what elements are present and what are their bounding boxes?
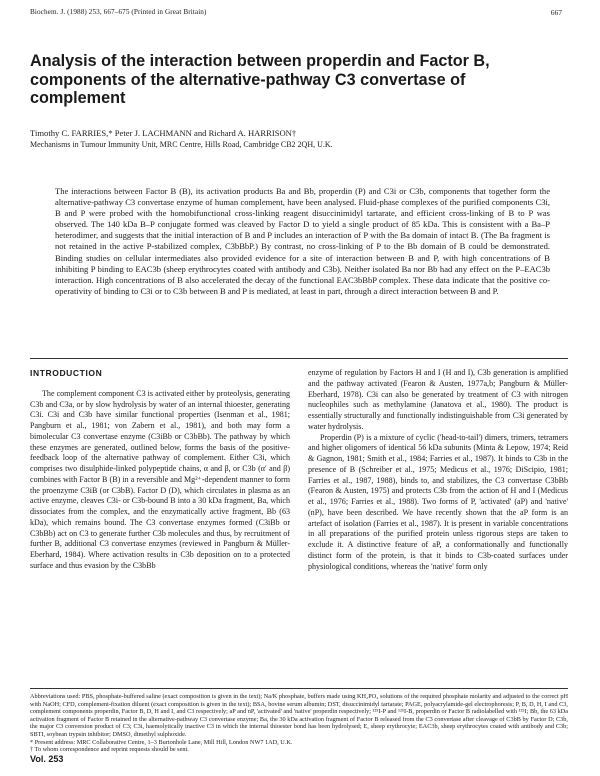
abstract: The interactions between Factor B (B), its activation products Ba and Bb, properdin (P) and C3i or C3b, components that together form the alternative-pathway C3 convertase enzyme of human complement, have been analysed. Fluid-phase complexes of the purified components C3i, B and P were probed with the homobifunctional cross-linking reagent disuccinimidyl tartarate, and efficient cross-linking of B to P was observed. The 140 kDa B–P conjugate formed was cleaved by Factor D to yield a single product of 85 kDa. This is consistent with a Ba–P heterodimer, and suggests that the initial interaction of B and P includes an interaction of P with the Ba domain of intact B. (The Ba fragment is not retained in the active P-stabilized complex, C3bBbP.) By contrast, no cross-linking of P to the Bb domain of B could be demonstrated. Binding studies on cellular intermediates also provided evidence for a site of interaction between B and P, with high concentrations of B inhibiting P binding to EAC3b (sheep erythrocytes coated with antibody and C3b). Neither isolated Ba nor Bb had any effect on the P–EAC3b interaction. High concentrations of B also accelerated the decay of the functional EAC3bBbP complex. These data indicate that the positive co-operativity of binding to C3i or to C3b between B and P is mediated, at least in part, through a direct interaction between B and P. (55, 186, 550, 296)
body-paragraph: enzyme of regulation by Factors H and I (H and I), C3b generation is amplified and the pathway activated (Fearon & Austen, 1977a,b; Pangburn & Müller-Eberhard, 1978). C3i can also be generated by treatment of C3 with nitrogen nucleophiles such as methylamine (Janatova et al., 1980). The product is essentially structurally and functionally indistinguishable from C3i generated by water hydrolysis. (308, 368, 568, 431)
section-heading: INTRODUCTION (30, 368, 103, 378)
article-title: Analysis of the interaction between properdin and Factor B, components of the alternative-pathway C3 convertase of complement (30, 52, 490, 107)
correspondence-footnote: † To whom correspondence and reprint requests should be sent. (30, 746, 189, 754)
page-number: 667 (550, 8, 562, 17)
section-divider (30, 358, 568, 359)
footnotes (30, 693, 568, 754)
abbreviations-footnote: Abbreviations used: PBS, phosphate-buffered saline (exact composition is given in the text); Na/K phosphate, buffers made using KH₂PO₄ solutions of the required phosphate molarity and adjusted to the correct pH with NaOH; CFD, complement-fixation diluent (exact composition is given in the text); BSA, bovine serum albumin; DST, disuccinimidyl tartarate; PAGE, polyacrylamide-gel electrophoresis; P, B, D, H, I and C3, complement components properdin, Factor B, D, H and I, and C3 respectively; aP and nP, 'activated' and 'native' properdin respectively; ¹²⁵I-P and ¹²⁵I-B, properdin or Factor B radiolabelled with ¹²⁵I; Bb, the 63 kDa activation fragment of Factor B retained in the alternative-pathway C3 convertase enzyme; Ba, the 30 kDa activation fragment of Factor B released from the C3 convertase after cleavage of C3bB by Factor D; C3b, the major C3 conversion product of C3; C3i, haemolytically inactive C3 in which the internal thioester bond has been hydrolysed; E, sheep erythrocyte; EAC3b, sheep erythrocytes coated with antibody and C3b; SBTI, soybean trypsin inhibitor; DMSO, dimethyl sulphoxide. (30, 693, 568, 738)
running-head: Biochem. J. (1988) 253, 667–675 (Printed in Great Britain) (30, 8, 207, 16)
left-column (30, 368, 290, 572)
volume-label: Vol. 253 (30, 754, 64, 764)
author-list: Timothy C. FARRIES,* Peter J. LACHMANN and Richard A. HARRISON† (30, 128, 297, 138)
body-paragraph: Properdin (P) is a mixture of cyclic ('head-to-tail') dimers, trimers, tetramers and higher oligomers of identical 56 kDa subunits (Minta & Lepow, 1974; Reid & Gagnon, 1981; Smith et al., 1984; Farries et al., 1987). It binds to C3b in the presence of B (Schreiber et al., 1975; Medicus et al., 1976; DiScipio, 1981; Farries et al., 1987, 1988), binds to, and stabilizes, the C3 convertase C3bBb (Fearon & Austen, 1975) and protects C3b from the action of H and I (Medicus et al., 1976; Farries et al., 1988). Two forms of P, 'activated' (aP) and 'native' (nP), have been described. We have recently shown that the aP form is an artefact of isolation (Farries et al., 1987). It is present in variable concentrations in all preparations of the purified protein unless rigorous steps are taken to exclude it. A distinctive feature of aP, a conformationally and functionally distinct form of the protein, is that it binds to C3b-coated surfaces under physiological conditions, whereas the 'native' form only (308, 432, 568, 571)
footnote-divider (30, 688, 568, 689)
present-address-footnote: * Present address: MRC Collaborative Centre, 1–3 Burtonhole Lane, Mill Hill, London NW7 1AD, U.K. (30, 738, 293, 746)
right-column (308, 368, 568, 572)
body-paragraph: The complement component C3 is activated either by proteolysis, generating C3b and C3a, or by slow hydrolysis by water of an internal thioester, generating C3i. C3i and C3b have similar functional properties (Isenman et al., 1981; Pangburn et al., 1981; von Zabern et al., 1981), and both may form a bimolecular C3 convertase enzyme (C3iBb or C3bBb). The pathway by which these enzymes are generated, outlined below, forms the basis of the positive-feedback loop of the alternative pathway of complement. Either C3i, which comprises two disulphide-linked polypeptide chains, α and β, or C3b (α′ and β) combines with Factor B (B) in a reversible and Mg²⁺-dependent manner to form the proenzyme C3iB (or C3bB). Factor D (D), which circulates in plasma as an active enzyme, cleaves C3i- or C3b-bound B into a 30 kDa fragment, Ba, which dissociates from the complex, and the enzymatically active fragment, Bb (63 kDa), which remains bound. The C3 convertase enzymes formed (C3iBb or C3bBb) act on C3 to generate further C3b molecules and thus, by recruitment of further B, additional C3 convertase enzymes (reviewed in Pangburn & Müller-Eberhard, 1984). Where activation results in C3b deposition on to a protected surface and thus evasion by the C3bBb (30, 388, 290, 570)
author-affiliation: Mechanisms in Tumour Immunity Unit, MRC Centre, Hills Road, Cambridge CB2 2QH, U.K. (30, 140, 333, 149)
